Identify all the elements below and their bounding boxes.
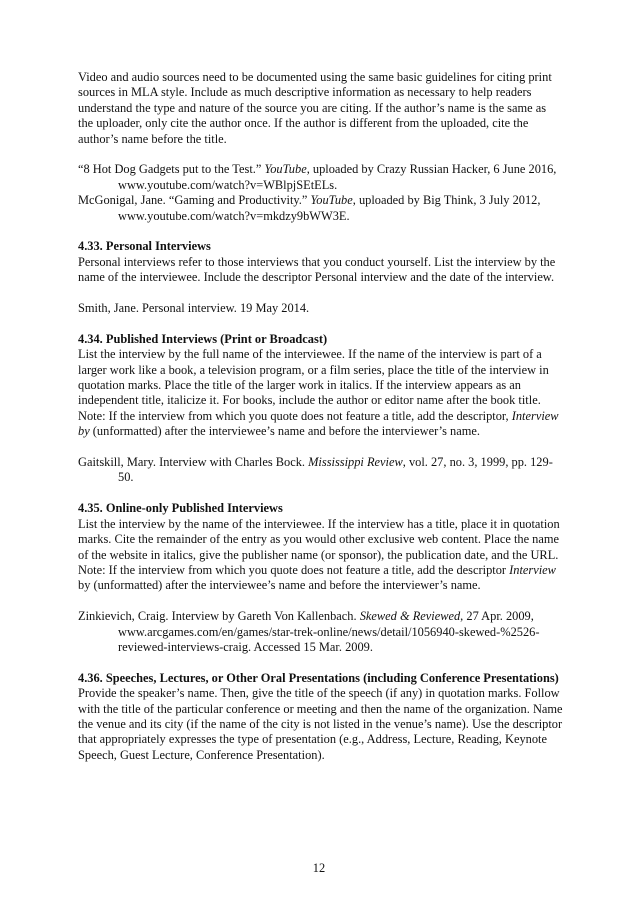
citation-text: , vol. 27, no. 3, 1999, pp. 129-50.	[118, 455, 553, 485]
citation-text: Zinkievich, Craig. Interview by Gareth Von Kallenbach.	[78, 609, 360, 624]
citation-text: , uploaded by Crazy Russian Hacker, 6 June 2016, www.youtube.com/watch?v=WBlpjSEtELs.	[118, 162, 557, 192]
citation-text: “8 Hot Dog Gadgets put to the Test.”	[78, 162, 265, 177]
body-4-35: List the interview by the name of the interviewee. If the interview has a title, place it in quotation marks. Cite the remainder of the entry as you would other exclusive web content. Place the name of the website in italics, give the publisher name (or sponsor), the publication date, and the URL.	[78, 516, 560, 562]
spacer	[78, 286, 564, 301]
note-text: Note: If the interview from which you quote does not feature a title, add the descriptor	[78, 562, 510, 577]
spacer	[78, 655, 564, 670]
citation-smith: Smith, Jane. Personal interview. 19 May 2014.	[78, 301, 310, 316]
note-text: by (unformatted) after the interviewee’s name and before the interviewer’s name.	[78, 578, 481, 593]
heading-4-33: 4.33. Personal Interviews	[78, 239, 211, 254]
body-4-34: List the interview by the full name of the interviewee. If the name of the interview is part of a larger work like a book, a television program, or a film series, place the title of the interview in quotation marks. Place the title of the larger work in italics. If the interview appears as an independent title, italicize it. For books, include the author or editor name after the book title.	[78, 347, 549, 408]
citation-italic: Mississippi Review	[308, 455, 403, 470]
citation-text: , uploaded by Big Think, 3 July 2012, www.youtube.com/watch?v=mkdzy9bWW3E.	[118, 193, 541, 223]
citation-italic: Skewed & Reviewed	[359, 609, 461, 624]
note-4-35	[78, 563, 564, 594]
spacer	[78, 147, 564, 162]
citation-text: McGonigal, Jane. “Gaming and Productivity.”	[78, 193, 311, 208]
body-4-33: Personal interviews refer to those interviews that you conduct yourself. List the interview by the name of the interviewee. Include the descriptor Personal interview and the date of the interview.	[78, 254, 556, 285]
spacer	[78, 224, 564, 239]
note-text: (unformatted) after the interviewee’s name and before the interviewer’s name.	[89, 424, 480, 439]
document-page	[78, 70, 564, 763]
citation-italic: YouTube	[310, 193, 353, 208]
citation-italic: YouTube	[264, 162, 307, 177]
note-text: Note: If the interview from which you quote does not feature a title, add the descriptor,	[78, 408, 512, 423]
body-4-36: Provide the speaker’s name. Then, give the title of the speech (if any) in quotation marks. Follow with the title of the particular conference or meeting and then the name of the organization. Name the venue and its city (if the name of the city is not listed in the venue’s name). Use the descriptor that appropriately expresses the type of presentation (e.g., Address, Lecture, Reading, Keynote Speech, Guest Lecture, Conference Presentation).	[78, 686, 563, 762]
citation-gaitskill	[78, 455, 564, 486]
spacer	[78, 594, 564, 609]
citation-hot-dog-gadgets	[78, 162, 564, 193]
page-number: 12	[312, 861, 326, 875]
spacer	[78, 486, 564, 501]
heading-4-36: 4.36. Speeches, Lectures, or Other Oral Presentations (including Conference Presentations)	[78, 670, 559, 685]
spacer	[78, 440, 564, 455]
heading-4-35: 4.35. Online-only Published Interviews	[78, 501, 283, 516]
citation-zinkievich	[78, 609, 564, 655]
spacer	[78, 316, 564, 331]
note-italic: Interview	[509, 562, 556, 577]
note-4-34	[78, 409, 564, 440]
intro-paragraph: Video and audio sources need to be documented using the same basic guidelines for citing print sources in MLA style. Include as much descriptive information as necessary to help readers understand the type and nature of the source you are citing. If the author’s name is the same as the uploader, only cite the author once. If the author is different from the uploaded, cite the author’s name before the title.	[78, 70, 552, 146]
citation-text: Gaitskill, Mary. Interview with Charles Bock.	[78, 455, 309, 470]
heading-4-34: 4.34. Published Interviews (Print or Broadcast)	[78, 331, 328, 346]
note-italic: Interview by	[78, 408, 559, 439]
citation-text: , 27 Apr. 2009, www.arcgames.com/en/games/star-trek-online/news/detail/1056940-skewed-%2526-reviewed-interviews-craig. Accessed 15 Mar. 2009.	[118, 609, 540, 654]
citation-mcgonigal	[78, 193, 564, 224]
